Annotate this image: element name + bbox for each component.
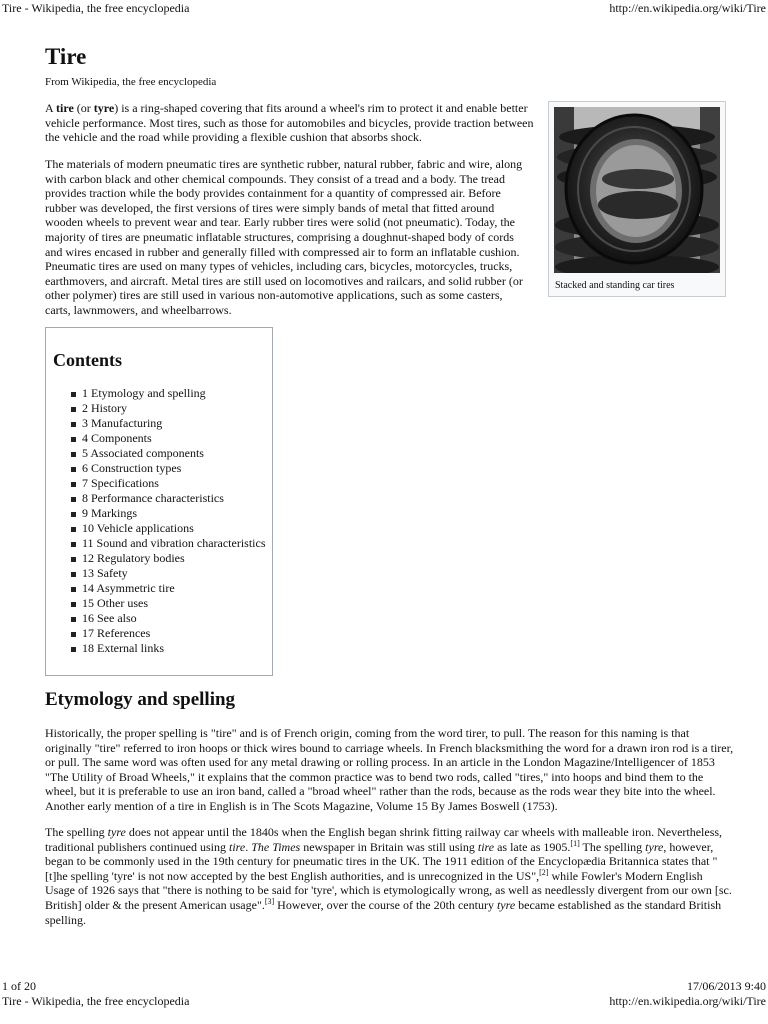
italic-term: tyre [107,825,126,839]
reference-link[interactable]: [1] [570,838,580,848]
page-subtitle: From Wikipedia, the free encyclopedia [45,76,217,88]
etymology-paragraph-2 [45,825,735,927]
image-caption: Stacked and standing car tires [555,280,675,291]
header-page-title: Tire - Wikipedia, the free encyclopedia [2,1,190,15]
text: A [45,101,57,115]
toc-item[interactable]: 13 Safety [69,566,266,581]
text: The spelling [579,839,646,854]
toc-item[interactable]: 4 Components [69,431,266,446]
text: However, over the course of the 20th century [274,897,497,912]
print-datetime: 17/06/2013 9:40 [686,979,766,993]
text: as late as 1905. [494,839,571,854]
toc-item[interactable]: 2 History [69,401,266,416]
text: does not appear until the 1840s when the English began shrink fitting railway car wheels with malleable iron. Nevertheless, traditional publishers continued using [45,825,723,854]
text: ) is a ring-shaped covering that fits around a wheel's rim to protect it and enable better vehicle performance. Most tires, such as those for automobiles and bicycles, provide traction between the vehicle and the road while providing a flexible cushion that absorbs shock. [45,101,534,145]
page-count: 1 of 20 [2,979,36,993]
toc-item[interactable]: 18 External links [69,641,266,656]
toc-item[interactable]: 3 Manufacturing [69,416,266,431]
text: . [245,839,252,854]
toc-item[interactable]: 8 Performance characteristics [69,491,266,506]
italic-term: tyre [645,839,664,854]
page-title: Tire [45,44,87,69]
italic-term: The Times [251,839,301,854]
text: newspaper in Britain was still using [300,839,478,854]
next-header-page-title: Tire - Wikipedia, the free encyclopedia [2,994,190,1008]
etymology-paragraph-1: Historically, the proper spelling is "tire" and is of French origin, coming from the word tirer, to pull. The reason for this naming is that originally "tire" referred to iron hoops or thick wires bound to carriage wheels. In French blacksmithing the word for a drawn iron rod is a tirer, or pull. The same word was often used for any metal drawing or rolling process. In an article in the London Magazine/Intelligencer of 1853 "The Utility of Broad Wheels," it explains that the common practice was to bend two rods, called "tires," into hoops and bind them to the wheel, but it is preferable to use an iron band, called a "broad wheel" rather than the rods, because as the rods wear they bite into the wheel. Another early mention of a tire in English is in The Scots Magazine, Volume 15 By James Boswell (1753). [45,726,734,813]
toc-title: Contents [53,350,123,370]
toc-item[interactable]: 5 Associated components [69,446,266,461]
text: while Fowler's Modern English Usage of 1926 says that "there is nothing to be said for 'tyre', which is etymologically wrong, as well as needlessly divergent from our own [sc. British] older & the present American usage". [45,868,732,912]
toc-item[interactable]: 12 Regulatory bodies [69,551,266,566]
toc-item[interactable]: 15 Other uses [69,596,266,611]
section-heading-etymology: Etymology and spelling [45,689,236,710]
next-header-url[interactable]: http://en.wikipedia.org/wiki/Tire [609,994,766,1008]
toc-item[interactable]: 9 Markings [69,506,266,521]
intro-paragraph-2: The materials of modern pneumatic tires are synthetic rubber, natural rubber, fabric and wire, along with carbon black and other chemical compounds. They consist of a tread and a body. The tread provides traction while the body provides containment for a quantity of compressed air. Before rubber was developed, the first versions of tires were simply bands of metal that fitted around wooden wheels to prevent wear and tear. Early rubber tires were solid (not pneumatic). Today, the majority of tires are pneumatic inflatable structures, comprising a doughnut-shaped body of cords and wires encased in rubber and generally filled with compressed air to form an inflatable cushion. Pneumatic tires are used on many types of vehicles, including cars, bicycles, motorcycles, trucks, earthmovers, and aircraft. Metal tires are still used on locomotives and railcars, and solid rubber (or other polymer) tires are still used in various non-automotive applications, such as some casters, carts, lawnmowers, and wheelbarrows. [45,157,523,317]
bold-term-tyre: tyre [93,101,115,115]
toc-item[interactable]: 10 Vehicle applications [69,521,266,536]
intro-paragraph-1 [45,101,540,145]
toc-item[interactable]: 17 References [69,626,266,641]
italic-term: tire [477,839,495,854]
tire-photo[interactable] [554,107,720,273]
table-of-contents [45,327,273,676]
toc-item[interactable]: 6 Construction types [69,461,266,476]
text: (or [73,101,94,115]
toc-list [69,386,266,656]
italic-term: tyre [496,897,516,912]
image-thumbnail [548,101,726,297]
header-url[interactable]: http://en.wikipedia.org/wiki/Tire [609,1,766,15]
italic-term: tire [228,839,246,854]
toc-item[interactable]: 11 Sound and vibration characteristics [69,536,266,551]
toc-item[interactable]: 14 Asymmetric tire [69,581,266,596]
text: , however, began to be commonly used in the 19th century for pneumatic tires in the UK. The 1911 edition of the Encyclopædia Britannica states that "[t]he spelling 'tyre' is not now accepted by the best English authorities, and is unrecognized in the US", [45,839,718,883]
reference-link[interactable]: [3] [264,896,275,906]
bold-term-tire: tire [56,101,74,115]
text: became established as the standard British spelling. [45,897,722,927]
toc-item[interactable]: 1 Etymology and spelling [69,386,266,401]
reference-link[interactable]: [2] [539,867,549,877]
toc-item[interactable]: 7 Specifications [69,476,266,491]
text: The spelling [45,825,108,839]
toc-item[interactable]: 16 See also [69,611,266,626]
